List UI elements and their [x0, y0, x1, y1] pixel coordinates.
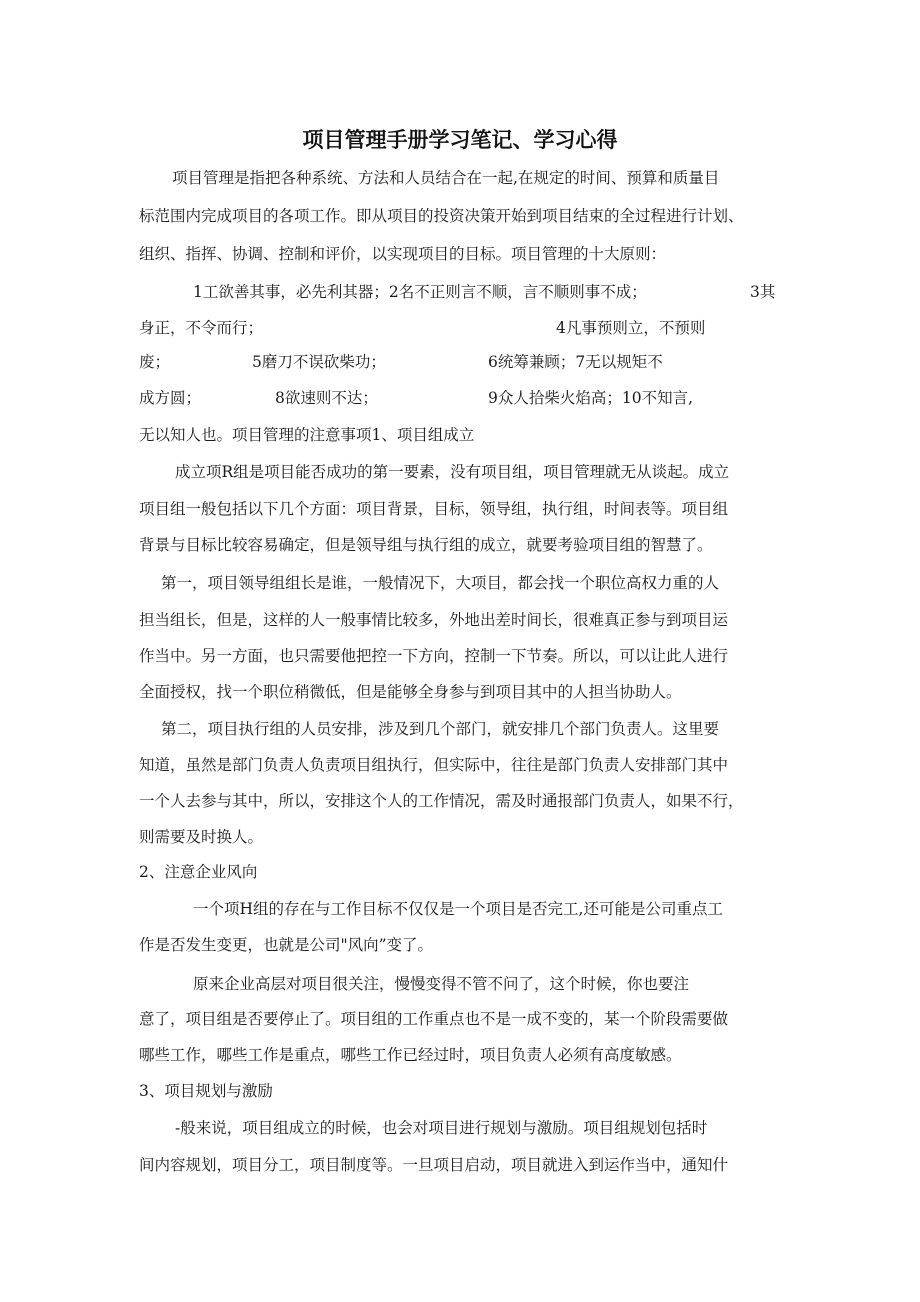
intro-line: 项目管理是指把各种系统、方法和人员结合在一起,在规定的时间、预算和质量目: [172, 169, 720, 187]
principle-text: 5磨刀不误砍柴功；: [252, 353, 386, 371]
principle-text: 3其: [750, 283, 776, 301]
principle-text: 废；: [139, 353, 171, 371]
section1-line: 全面授权，找一个职位稍微低，但是能够全身参与到项目其中的人担当协助人。: [139, 683, 682, 701]
section2-line: 意了，项目组是否要停止了。项目组的工作重点也不是一成不变的，某一个阶段需要做: [139, 1010, 729, 1028]
section1-line: 第一，项目领导组组长是谁，一般情况下，大项目，都会找一个职位高权力重的人: [161, 574, 720, 592]
principle-text: 6统筹兼顾；7无以规矩不: [488, 353, 663, 371]
page-title: 项目管理手册学习笔记、学习心得: [302, 128, 618, 152]
section2-line: 哪些工作，哪些工作是重点，哪些工作已经过时，项目负责人必须有高度敏感。: [139, 1046, 682, 1064]
intro-line: 标范围内完成项目的各项工作。即从项目的投资决策开始到项目结束的全过程进行计划、: [139, 207, 744, 225]
section1-line: 成立项R组是项目能否成功的第一要素，没有项目组，项目管理就无从谈起。成立: [175, 463, 730, 481]
section1-line: 则需要及时换人。: [139, 828, 264, 846]
section-heading: 2、注意企业风向: [139, 863, 258, 881]
section2-line: 原来企业高层对项目很关注，慢慢变得不管不问了，这个时候，你也要注: [193, 975, 690, 993]
principle-text: 9众人拾柴火焰高；10不知言,: [488, 389, 694, 407]
section2-line: 作是否发生变更，也就是公司"风向”变了。: [139, 936, 434, 954]
principle-text: 无以知人也。项目管理的注意事项1、项目组成立: [139, 426, 475, 444]
principle-text: 成方圆；: [139, 389, 202, 407]
section1-line: 第二，项目执行组的人员安排，涉及到几个部门，就安排几个部门负责人。这里要: [161, 720, 720, 738]
section1-line: 作当中。另一方面，也只需要他把控一下方向，控制一下节奏。所以，可以让此人进行: [139, 647, 729, 665]
principle-text: 身正，不令而行；: [139, 319, 264, 337]
section3-line: -般来说，项目组成立的时候，也会对项目进行规划与激励。项目组规划包括时: [175, 1119, 708, 1137]
section2-line: 一个项H组的存在与工作目标不仅仅是一个项目是否完工,还可能是公司重点工: [193, 900, 723, 918]
section-heading: 3、项目规划与激励: [139, 1082, 273, 1100]
section1-line: 知道，虽然是部门负责人负责项目组执行，但实际中，往往是部门负责人安排部门其中: [139, 756, 729, 774]
section1-line: 担当组长，但是，这样的人一般事情比较多，外地出差时间长，很难真正参与到项目运: [139, 611, 729, 629]
principle-text: 4凡事预则立，不预则: [556, 319, 706, 337]
section1-line: 一个人去参与其中，所以，安排这个人的工作情况，需及时通报部门负责人，如果不行，: [139, 792, 744, 810]
principle-text: 1工欲善其事，必先利其器；2名不正则言不顺，言不顺则事不成；: [193, 283, 647, 301]
section1-line: 背景与目标比较容易确定，但是领导组与执行组的成立，就要考验项目组的智慧了。: [139, 536, 713, 554]
section3-line: 间内容规划，项目分工，项目制度等。一旦项目启动，项目就进入到运作当中，通知什: [139, 1156, 729, 1174]
intro-line: 组织、指挥、协调、控制和评价，以实现项目的目标。项目管理的十大原则：: [139, 245, 667, 263]
principle-text: 8欲速则不达；: [275, 389, 378, 407]
section1-line: 项目组一般包括以下几个方面：项目背景，目标，领导组，执行组，时间表等。项目组: [139, 500, 729, 518]
